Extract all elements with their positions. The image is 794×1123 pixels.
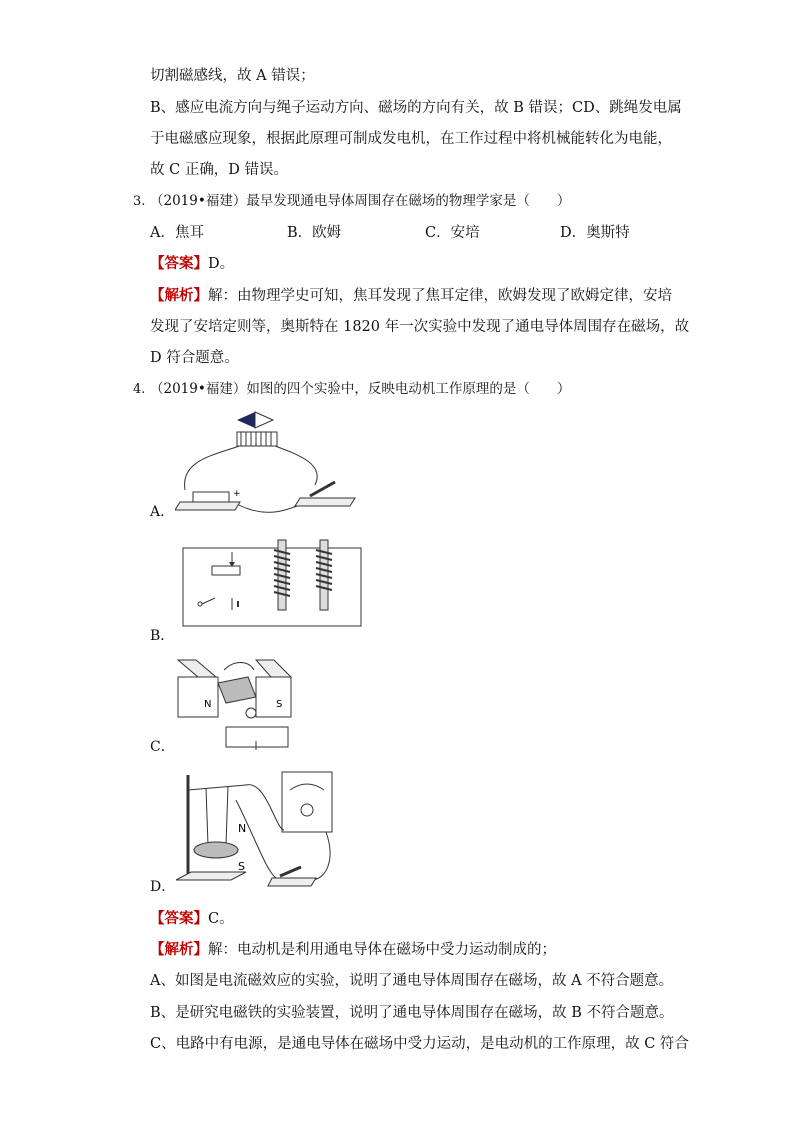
text-line: B、感应电流方向与绳子运动方向、磁场的方向有关，故 B 错误；CD、跳绳发电属 <box>150 100 682 116</box>
analysis-text: 解：电动机是利用通电导体在磁场中受力运动制成的； <box>208 942 556 958</box>
answer-value: D。 <box>208 256 235 272</box>
wire-hanger <box>226 786 228 845</box>
wire <box>233 502 300 512</box>
answer-line <box>150 909 234 929</box>
circuit-wire <box>226 727 288 747</box>
switch-contact <box>198 602 202 606</box>
text-line: D 符合题意。 <box>150 350 239 366</box>
text-line: A、如图是电流磁效应的实验，说明了通电导体周围存在磁场，故 A 不符合题意。 <box>150 973 674 989</box>
battery-base <box>175 502 240 510</box>
analysis-line <box>150 286 672 306</box>
text-line: 切割磁感线，故 A 错误； <box>150 68 315 84</box>
magnet-s <box>256 677 291 717</box>
text-line: 故 C 正确，D 错误。 <box>150 162 289 178</box>
text-line: B、是研究电磁铁的实验装置，说明了通电导体周围存在磁场，故 B 不符合题意。 <box>150 1005 674 1021</box>
rheostat <box>212 566 240 575</box>
analysis-tag: 【解析】 <box>150 941 208 958</box>
wire <box>275 446 317 485</box>
answer-line <box>150 254 234 274</box>
figure-label-c: C． <box>150 739 175 755</box>
analysis-line <box>150 940 556 960</box>
pole-s: S <box>276 699 283 710</box>
option-b: B．欧姆 <box>287 225 342 241</box>
stand-arm <box>188 785 246 790</box>
coil-turns <box>241 432 271 446</box>
pole-n: N <box>238 822 247 835</box>
analysis-text: 解：由物理学史可知，焦耳发现了焦耳定律，欧姆发现了欧姆定律，安培 <box>208 288 672 304</box>
figure-label-b: B． <box>150 628 175 644</box>
armature-coil <box>218 677 256 703</box>
wire-hanger <box>206 788 208 845</box>
option-d: D．奥斯特 <box>560 225 630 241</box>
switch-base <box>295 498 355 506</box>
wire <box>311 832 330 880</box>
compass-needle-blue <box>237 412 255 428</box>
plus-sign: + <box>233 489 241 499</box>
magnet-top <box>256 660 291 677</box>
wire <box>185 446 239 490</box>
battery <box>193 492 229 502</box>
question-stem: （2019•福建）最早发现通电导体周围存在磁场的物理学家是（ ） <box>150 193 571 209</box>
rotation-arrow <box>224 663 254 671</box>
galvanometer <box>282 772 332 832</box>
switch <box>202 598 215 604</box>
pole-n: N <box>204 699 212 710</box>
u-magnet <box>194 842 238 858</box>
figure-label-a: A． <box>150 504 175 520</box>
question-number: 3. <box>133 194 146 209</box>
switch-base <box>268 878 316 886</box>
text-line: 发现了安培定则等，奥斯特在 1820 年一次实验中发现了通电导体周围存在磁场，故 <box>150 319 690 335</box>
text-line: 于电磁感应现象，根据此原理可制成发电机，在工作过程中将机械能转化为电能， <box>150 131 672 147</box>
option-a: A．焦耳 <box>150 225 204 241</box>
circuit-wire <box>183 548 361 626</box>
commutator <box>246 708 256 718</box>
magnet-n <box>178 677 218 717</box>
answer-value: C。 <box>208 911 234 927</box>
answer-tag: 【答案】 <box>150 255 208 272</box>
figure-b-electromagnets <box>180 538 365 630</box>
figure-label-d: D． <box>150 879 176 895</box>
option-c: C．安培 <box>425 225 480 241</box>
question-stem: （2019•福建）如图的四个实验中，反映电动机工作原理的是（ ） <box>150 381 571 397</box>
figure-a-oersted <box>175 410 365 520</box>
figure-c-motor <box>176 655 296 750</box>
switch-lever <box>280 867 301 876</box>
analysis-tag: 【解析】 <box>150 287 208 304</box>
question-number: 4. <box>133 382 146 397</box>
pole-s: S <box>238 860 245 873</box>
text-line: C、电路中有电源，是通电导体在磁场中受力运动，是电动机的工作原理，故 C 符合 <box>150 1036 689 1052</box>
wire <box>246 785 284 830</box>
compass-needle-white <box>255 412 273 428</box>
switch-lever <box>310 482 335 496</box>
magnet-top <box>178 660 216 677</box>
answer-tag: 【答案】 <box>150 910 208 927</box>
figure-d-induction <box>176 770 366 892</box>
